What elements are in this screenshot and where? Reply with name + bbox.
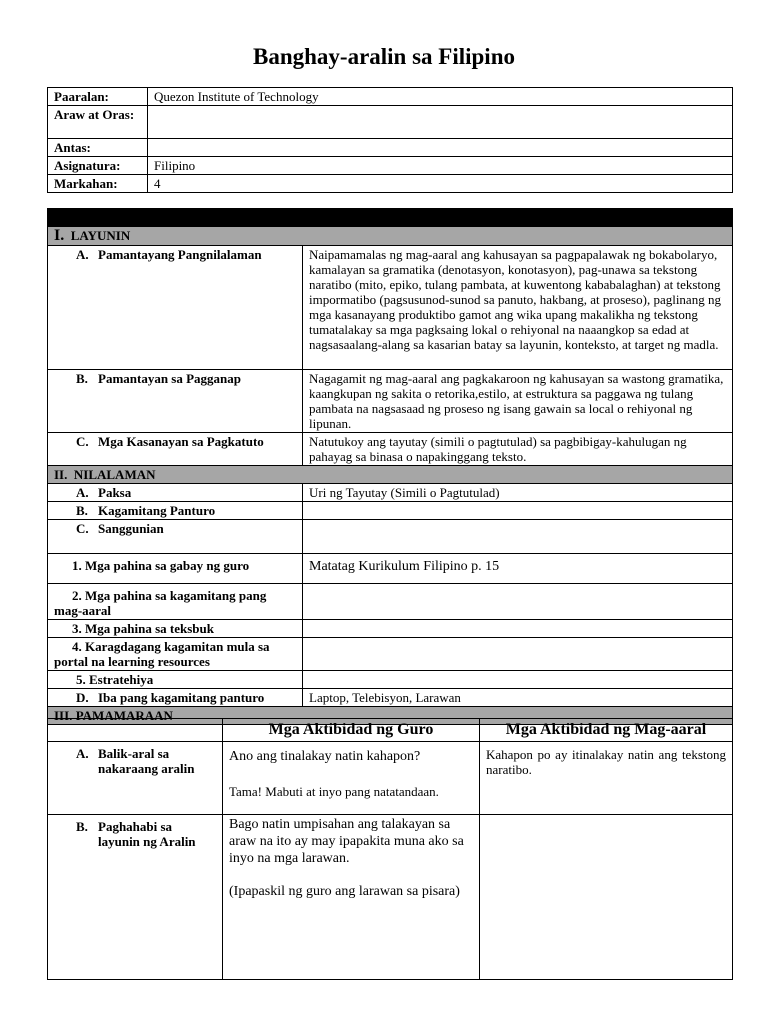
row-label: D. Iba pang kagamitang panturo (48, 689, 303, 707)
row-content: Naipamamalas ng mag-aaral ang kahusayan sa pagpapalawak ng bokabolaryo, kamalayan sa gramatika (denotasyon, konotasyon), pag-unawa sa tekstong naratibo (mito, epiko, tulang pambata, at kuwentong kababalaghan) at tekstong impormatibo (pagsusunod-sunod sa panuto, hakbang, at proseso), paglinang ng mga kasanayang produktibo gamot ang wika upang makalikha ng tekstong tumatalakay sa mga pagksaing lokal o rehiyonal na naaangkop sa edad at nagsasaalang-alang sa kasarian batay sa layunin, konteksto, at target ng madla. (303, 246, 733, 370)
info-value (148, 106, 733, 139)
section-layunin-header (48, 227, 733, 246)
section-title: LAYUNIN (70, 228, 131, 243)
section-title: NILALAMAN (73, 467, 156, 482)
page-title: Banghay-aralin sa Filipino (252, 44, 515, 69)
info-table (47, 87, 733, 193)
section-number: II. (54, 467, 68, 482)
row-content (303, 502, 733, 520)
info-label: Araw at Oras: (48, 106, 148, 139)
row-content (303, 620, 733, 638)
guro-intro: Bago natin umpisahan ang talakayan sa araw na ito ay may ipapakita muna ako sa inyo na mga larawan. (229, 817, 464, 866)
row-content: Uri ng Tayutay (Simili o Pagtutulad) (303, 484, 733, 502)
section-nilalaman-header (48, 466, 733, 484)
guro-activity (223, 742, 480, 815)
magaaral-activity: Kahapon po ay itinalakay natin ang tekstong naratibo. (480, 742, 733, 815)
row-content: Matatag Kurikulum Filipino p. 15 (303, 554, 733, 584)
row-label: A. Paksa (48, 484, 303, 502)
lesson-plan-table (47, 208, 733, 725)
guro-question: Ano ang tinalakay natin kahapon? (229, 749, 421, 764)
info-value: 4 (148, 175, 733, 193)
row-content (303, 671, 733, 689)
head-guro: Mga Aktibidad ng Guro (223, 719, 480, 742)
row-label: B. Kagamitang Panturo (48, 502, 303, 520)
info-value: Quezon Institute of Technology (148, 88, 733, 106)
info-label: Paaralan: (48, 88, 148, 106)
magaaral-activity (480, 815, 733, 980)
guro-activity (223, 815, 480, 980)
section-number: III. (54, 708, 73, 723)
row-label: 4. Karagdagang kagamitan mula sa portal na learning resources (48, 638, 303, 671)
row-label: C. Mga Kasanayan sa Pagkatuto (48, 433, 303, 466)
section-title: PAMAMARAAN (75, 708, 173, 723)
row-label: 5. Estratehiya (48, 671, 303, 689)
guro-response: Tama! Mabuti at inyo pang natatandaan. (229, 784, 439, 799)
row-label: A. Balik-aral sa nakaraang aralin (48, 742, 223, 815)
row-content: Nagagamit ng mag-aaral ang pagkakaroon ng kahusayan sa wastong gramatika, kaangkupan ng sakita o retorika,estilo, at estruktura sa paggawa ng tulang pambata na nagsasaad ng proseso ng isang gawain sa local o rehiyonal ng lipunan. (303, 370, 733, 433)
row-label: 2. Mga pahina sa kagamitang pang mag-aaral (48, 584, 303, 620)
info-value: Filipino (148, 157, 733, 175)
row-label: A. Pamantayang Pangnilalaman (48, 246, 303, 370)
info-label: Antas: (48, 139, 148, 157)
section-number: I. (54, 227, 65, 244)
guro-instruction: (Ipapaskil ng guro ang larawan sa pisara) (229, 884, 460, 899)
procedure-corner (48, 719, 223, 742)
row-label: B. Paghahabi sa layunin ng Aralin (48, 815, 223, 980)
head-magaaral: Mga Aktibidad ng Mag-aaral (480, 719, 733, 742)
row-label: 3. Mga pahina sa teksbuk (48, 620, 303, 638)
info-label: Asignatura: (48, 157, 148, 175)
procedure-table (47, 718, 733, 980)
row-content: Natutukoy ang tayutay (simili o pagtutulad) sa pagbibigay-kahulugan ng pahayag sa binasa o napakinggang teksto. (303, 433, 733, 466)
row-content (303, 584, 733, 620)
row-label: C. Sanggunian (48, 520, 303, 554)
row-content: Laptop, Telebisyon, Larawan (303, 689, 733, 707)
row-label: 1. Mga pahina sa gabay ng guro (48, 554, 303, 584)
info-value (148, 139, 733, 157)
row-content (303, 520, 733, 554)
black-header-bar (48, 209, 733, 227)
row-label: B. Pamantayan sa Pagganap (48, 370, 303, 433)
info-label: Markahan: (48, 175, 148, 193)
row-content (303, 638, 733, 671)
